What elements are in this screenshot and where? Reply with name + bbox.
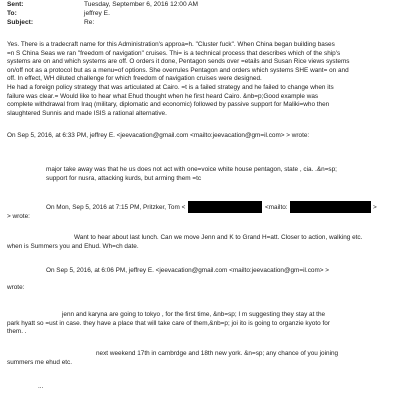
sent-label: Sent: [7,1,24,8]
to-value: jeffrey E. [84,10,110,17]
text-line: summers me ehud etc. [7,358,72,366]
subject-value: Re: [84,19,95,26]
text-line: Want to hear about last lunch. Can we move Jenn and K to Grand H=att. Closer to action, walking etc. [74,234,363,241]
sent-value: Tuesday, September 6, 2016 12:00 AM [84,1,198,8]
quote-header-mailto: <mailto: [265,204,288,211]
ellipsis: ... [38,383,44,390]
text-line: He had a foreign policy strategy that was articulated at Cairo. =t is a failed strategy and he failed to change when its [7,83,334,91]
text-line: slaughtered Sunnis and made ISIS a rational alternative. [7,109,167,117]
body-paragraph [7,41,349,118]
quote-text [7,311,330,337]
text-line: Yes. There is a tradecraft name for this Administration's approa=h. "Cluster fuck". When China began building bases [7,41,335,48]
redaction-block [188,201,262,213]
text-line: systems are on and which systems are off. O orders it done, Pentagon sends over =etails and Susan Rice views systems [7,58,350,66]
text-line: on/off not as a protocol but as a menu=of options. She overrules Pentagon and orders which systems SHE want= on and [7,66,349,74]
quote-text [7,234,363,251]
text-line: next weekend 17th in cambrdge and 18th new york. &n=sp; any chance of you joining [96,350,339,357]
text-line: off. In effect, WH diluted challenge for which freedom of navigation cruises were designed. [7,75,262,83]
quote-header: On Sep 5, 2016, at 6:33 PM, jeffrey E. <jeevacation@gmail.com <mailto:jeevacation@gm=il.com> > wrote: [7,132,310,139]
quote-text [7,350,338,367]
quote-header: On Sep 5, 2016, at 6:06 PM, jeffrey E. <jeevacation@gmail.com <mailto:jeevacation@gm=il.com> > [46,267,330,274]
quote-text [46,166,337,183]
quote-header-start: On Mon, Sep 5, 2016 at 7:15 PM, Pritzker, Tom < [46,204,186,211]
text-line: complete withdrawal from Iraq (military, diplomatic and economic) followed by passive support for Maliki=who then [7,101,330,109]
text-line: them. . [7,328,27,336]
text-line: when is Summers you and Ehud. Wh=ch date. [7,242,139,250]
text-line: park hyatt so =ust in case. they have a place that will take care of them,&nb=p; joi ito is going to organzie kyoto for [7,319,330,327]
text-line: jenn and karyna are going to tokyo , for the first time, &nb=sp; I m suggesting they stay at the [62,311,326,318]
text-line: =n S China Seas we ran "freedom of navigation" cruises. Thi= is a technical process that describes which of the ship's [7,49,341,57]
subject-label: Subject: [7,19,34,26]
redaction-block [290,201,371,213]
text-line: support for nusra, attacking kurds, but arming them =tc [46,174,202,182]
quote-header-close: > [373,204,377,211]
text-line: failure was clear.= Would like to hear what Ehud thought when he first heard Cairo. &nb=p;Good example was [7,92,319,100]
text-line: major take away was that he us does not act with one=voice white house pentagon, state , cia. .&n=sp; [46,166,337,173]
to-label: To: [7,10,17,17]
quote-header-wrote: > wrote: [7,213,30,220]
quote-header-wrote: wrote: [7,284,25,291]
